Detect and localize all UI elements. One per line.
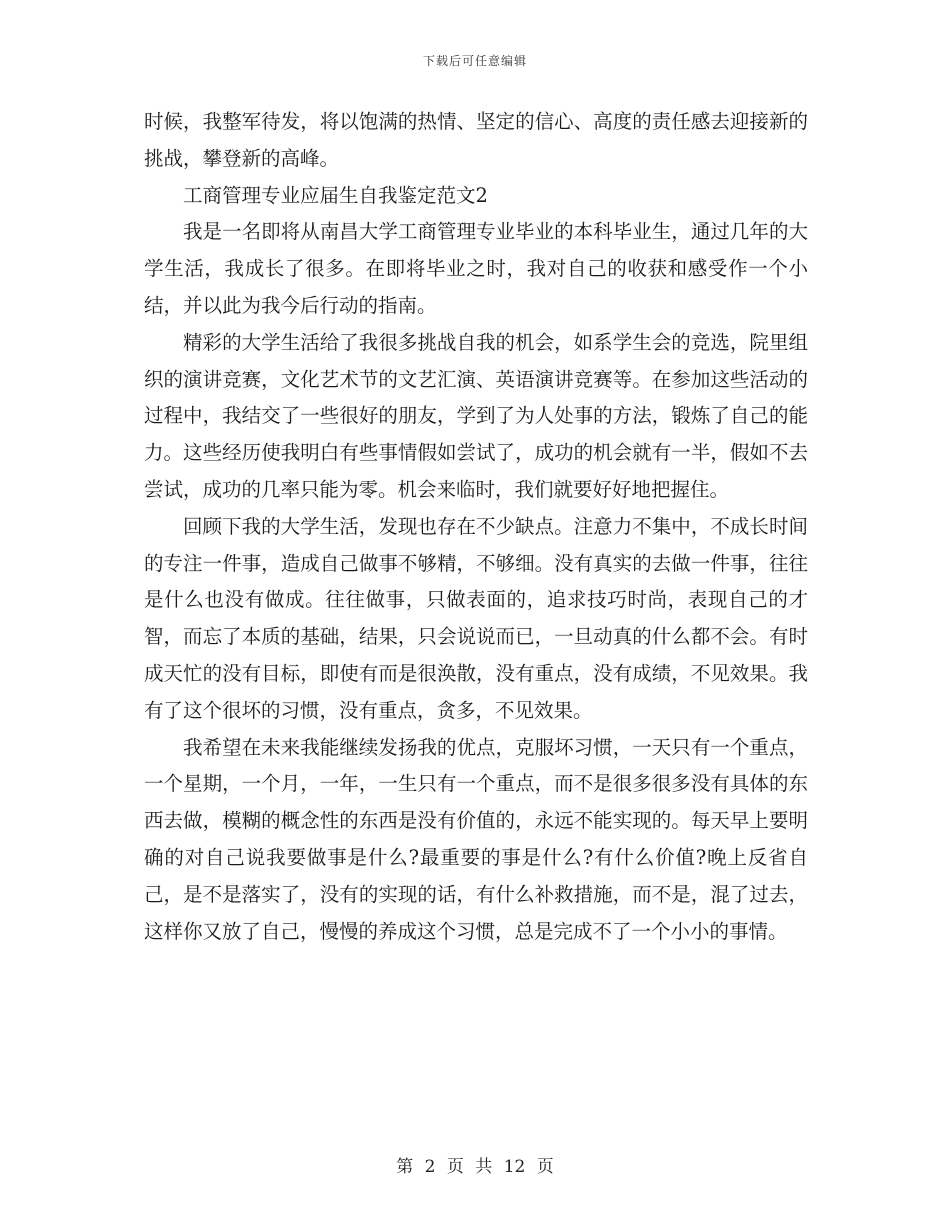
page-header: 下载后可任意编辑 <box>422 54 527 68</box>
paragraph: 回顾下我的大学生活，发现也存在不少缺点。注意力不集中，不成长时间的专注一件事，造成自己做事不够精，不够细。没有真实的去做一件事，往往是什么也没有做成。往往做事，只做表面的，追求技巧时尚，表现自己的才智，而忘了本质的基础，结果，只会说说而已，一旦动真的什么都不会。有时成天忙的没有目标，即使有而是很涣散，没有重点，没有成绩，不见效果。我有了这个很坏的习惯，没有重点，贪多，不见效果。 <box>144 514 808 722</box>
document-body <box>144 104 808 950</box>
page-footer: 第 2 页 共 12 页 <box>396 1157 554 1177</box>
paragraph-continuation: 时候，我整军待发，将以饱满的热情、坚定的信心、高度的责任感去迎接新的挑战，攀登新的高峰。 <box>144 110 808 170</box>
paragraph: 我希望在未来我能继续发扬我的优点，克服坏习惯，一天只有一个重点，一个星期，一个月，一年，一生只有一个重点，而不是很多很多没有具体的东西去做，模糊的概念性的东西是没有价值的，永远不能实现的。每天早上要明确的对自己说我要做事是什么?最重要的事是什么?有什么价值?晚上反省自己，是不是落实了，没有的实现的话，有什么补救措施，而不是，混了过去，这样你又放了自己，慢慢的养成这个习惯，总是完成不了一个小小的事情。 <box>144 735 808 943</box>
paragraph: 我是一名即将从南昌大学工商管理专业毕业的本科毕业生，通过几年的大学生活，我成长了很多。在即将毕业之时，我对自己的收获和感受作一个小结，并以此为我今后行动的指南。 <box>144 220 808 317</box>
section-title: 工商管理专业应届生自我鉴定范文2 <box>183 183 488 207</box>
paragraph: 精彩的大学生活给了我很多挑战自我的机会，如系学生会的竞选，院里组织的演讲竞赛，文化艺术节的文艺汇演、英语演讲竞赛等。在参加这些活动的过程中，我结交了一些很好的朋友，学到了为人处事的方法，锻炼了自己的能力。这些经历使我明白有些事情假如尝试了，成功的机会就有一半，假如不去尝试，成功的几率只能为零。机会来临时，我们就要好好地把握住。 <box>144 330 808 501</box>
